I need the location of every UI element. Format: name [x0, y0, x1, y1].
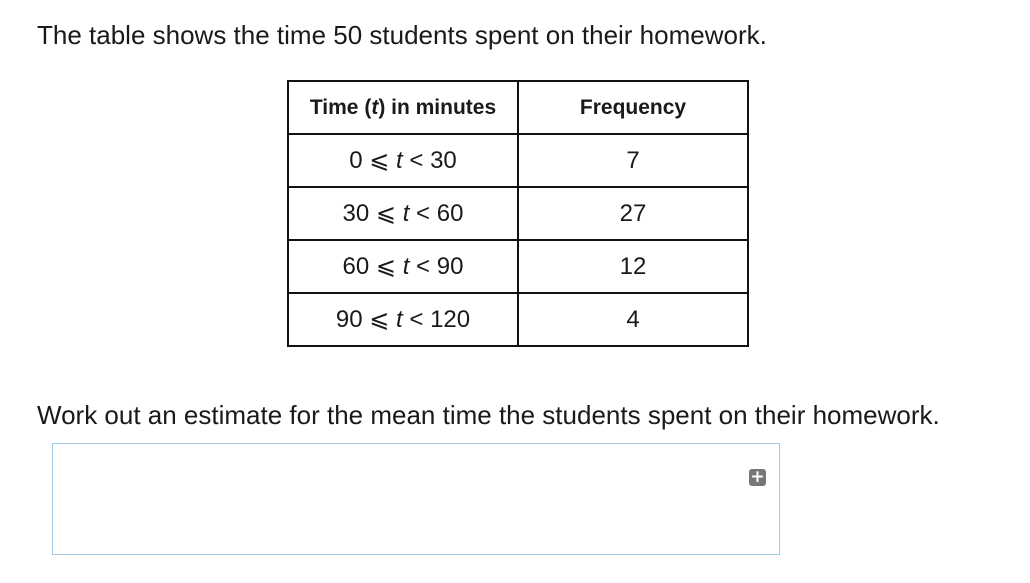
table-row	[288, 240, 748, 293]
header-time-variable: t	[371, 95, 379, 119]
lt-symbol: <	[416, 253, 431, 280]
question-prompt: Work out an estimate for the mean time the students spent on their homework.	[37, 400, 940, 430]
table-row	[288, 134, 748, 187]
interval-high: 120	[430, 306, 471, 333]
lt-symbol: <	[409, 306, 424, 333]
interval-low: 0	[349, 147, 363, 174]
frequency-table	[287, 80, 749, 347]
interval-variable: t	[396, 147, 403, 174]
frequency-cell: 4	[518, 293, 748, 346]
plus-icon[interactable]: +	[750, 467, 765, 487]
header-time-prefix: Time (	[309, 95, 372, 119]
interval-variable: t	[396, 306, 403, 333]
header-frequency: Frequency	[518, 81, 748, 134]
table-header-row	[288, 81, 748, 134]
frequency-cell: 27	[518, 187, 748, 240]
le-symbol: ⩽	[369, 306, 390, 333]
le-symbol: ⩽	[375, 200, 397, 227]
lt-symbol: <	[409, 147, 424, 174]
frequency-cell: 12	[518, 240, 748, 293]
time-interval-cell	[288, 187, 518, 240]
interval-low: 30	[342, 200, 370, 227]
interval-high: 60	[436, 200, 464, 227]
table-row	[288, 187, 748, 240]
interval-high: 30	[430, 147, 457, 174]
interval-high: 90	[436, 253, 464, 280]
interval-variable: t	[402, 253, 410, 280]
interval-low: 90	[335, 306, 363, 333]
question-intro: The table shows the time 50 students spent on their homework.	[37, 20, 767, 50]
lt-symbol: <	[416, 200, 431, 227]
header-time	[288, 81, 518, 134]
answer-input-box[interactable]	[52, 443, 780, 555]
frequency-cell: 7	[518, 134, 748, 187]
time-interval-cell	[288, 240, 518, 293]
header-time-suffix: ) in minutes	[378, 95, 497, 119]
table-row	[288, 293, 748, 346]
interval-variable: t	[402, 200, 410, 227]
le-symbol: ⩽	[375, 253, 397, 280]
time-interval-cell	[288, 134, 518, 187]
le-symbol: ⩽	[369, 147, 390, 174]
time-interval-cell	[288, 293, 518, 346]
interval-low: 60	[342, 253, 370, 280]
